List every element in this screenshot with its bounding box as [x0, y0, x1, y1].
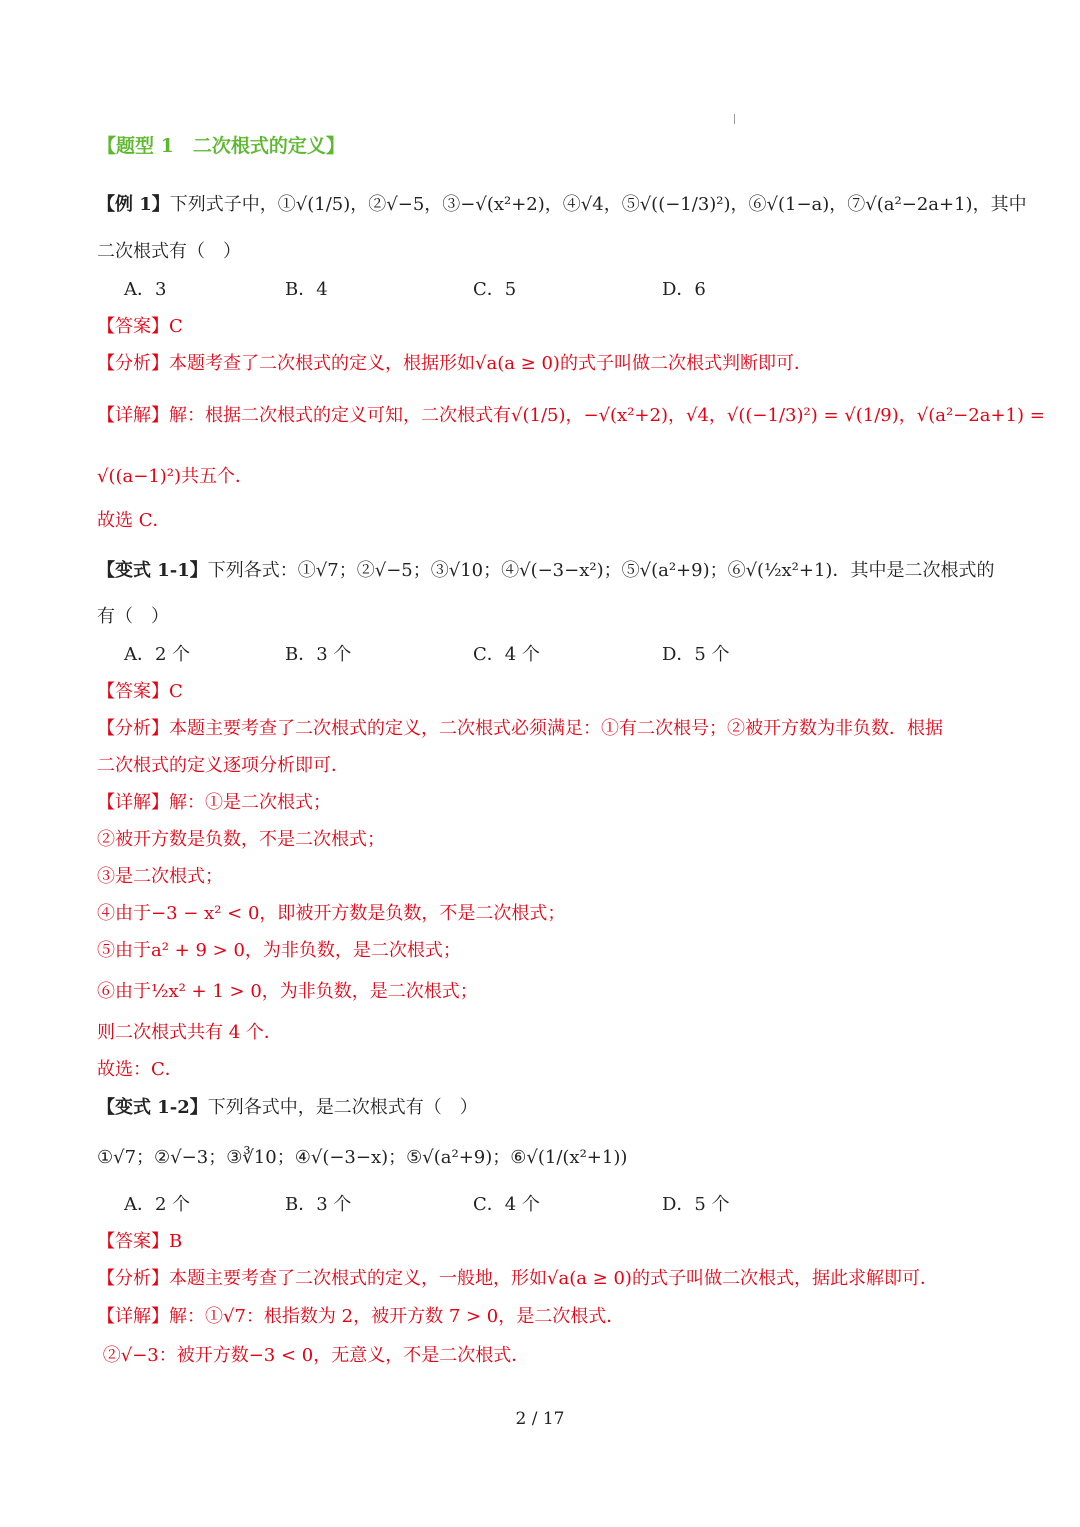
- example1-detail-line1: 【详解】解：根据二次根式的定义可知，二次根式有√(1/5)，−√(x²+2)，√4，√((−1/3)²) = √(1/9)，√(a²−2a+1) =: [97, 405, 1045, 426]
- variant1-option-d: D．5 个: [662, 644, 730, 665]
- variant1-detail-2: ②被开方数是负数，不是二次根式；: [97, 829, 385, 850]
- example1-option-b: B．4: [285, 279, 328, 300]
- variant1-question-text: 下列各式：①√7；②√−5；③√10；④√(−3−x²)；⑤√(a²+9)；⑥√(½x²+1)．其中是二次根式的: [207, 560, 995, 581]
- example1-option-c: C．5: [473, 279, 517, 300]
- variant1-question-line2: 有（ ）: [97, 606, 169, 627]
- example1-analysis: 【分析】本题考查了二次根式的定义，根据形如√a(a ≥ 0)的式子叫做二次根式判断即可．: [97, 353, 812, 374]
- example1-question-line1: [97, 192, 1027, 218]
- variant2-detail-2: ②√−3：被开方数−3 < 0，无意义，不是二次根式．: [97, 1345, 530, 1366]
- variant1-detail-8: 故选：C．: [97, 1059, 183, 1080]
- variant1-question-line1: [97, 558, 995, 584]
- variant2-label: 【变式 1-2】: [97, 1097, 208, 1118]
- variant1-analysis-line2: 二次根式的定义逐项分析即可．: [97, 755, 349, 776]
- example1-label: 【例 1】: [97, 194, 170, 215]
- page-mark: [734, 114, 735, 124]
- section-title: 【题型 1 二次根式的定义】: [97, 135, 345, 157]
- example1-option-d: D．6: [662, 279, 706, 300]
- variant1-option-c: C．4 个: [473, 644, 540, 665]
- variant2-question-line1: [97, 1095, 984, 1121]
- variant1-option-b: B．3 个: [285, 644, 352, 665]
- variant2-question-text: 下列各式中，是二次根式有（ ）: [207, 1097, 478, 1118]
- variant2-option-d: D．5 个: [662, 1194, 730, 1215]
- example1-option-a: A．3: [124, 279, 167, 300]
- variant2-option-a: A．2 个: [124, 1194, 191, 1215]
- example1-answer: 【答案】C: [97, 316, 183, 337]
- example1-conclusion: 故选 C．: [97, 510, 171, 531]
- variant2-option-b: B．3 个: [285, 1194, 352, 1215]
- variant2-question-line2: ①√7；②√−3；③∛10；④√(−3−x)；⑤√(a²+9)；⑥√(1/(x²+1)): [97, 1147, 628, 1168]
- variant2-detail-1: 【详解】解：①√7：根指数为 2，被开方数 7 > 0，是二次根式．: [97, 1306, 625, 1327]
- page-number: 2 / 17: [515, 1409, 565, 1429]
- example1-question-line2: 二次根式有（ ）: [97, 241, 241, 262]
- variant1-analysis-line1: 【分析】本题主要考查了二次根式的定义，二次根式必须满足：①有二次根号；②被开方数为非负数．根据: [97, 718, 943, 739]
- variant1-detail-1: 【详解】解：①是二次根式；: [97, 792, 331, 813]
- variant1-detail-3: ③是二次根式；: [97, 866, 223, 887]
- variant1-detail-6: ⑥由于½x² + 1 > 0，为非负数，是二次根式；: [97, 981, 478, 1002]
- variant1-answer: 【答案】C: [97, 681, 183, 702]
- variant1-detail-7: 则二次根式共有 4 个．: [97, 1022, 282, 1043]
- example1-detail-line2: √((a−1)²)共五个．: [97, 466, 254, 487]
- variant1-option-a: A．2 个: [124, 644, 191, 665]
- variant1-label: 【变式 1-1】: [97, 560, 208, 581]
- variant2-option-c: C．4 个: [473, 1194, 540, 1215]
- variant2-analysis: 【分析】本题主要考查了二次根式的定义，一般地，形如√a(a ≥ 0)的式子叫做二次根式，据此求解即可．: [97, 1268, 938, 1289]
- variant2-answer: 【答案】B: [97, 1231, 183, 1252]
- example1-question-text: 下列式子中，①√(1/5)，②√−5，③−√(x²+2)，④√4，⑤√((−1/3)²)，⑥√(1−a)，⑦√(a²−2a+1)，其中: [169, 194, 1027, 215]
- variant1-detail-5: ⑤由于a² + 9 > 0，为非负数，是二次根式；: [97, 940, 461, 961]
- variant1-detail-4: ④由于−3 − x² < 0，即被开方数是负数，不是二次根式；: [97, 903, 566, 924]
